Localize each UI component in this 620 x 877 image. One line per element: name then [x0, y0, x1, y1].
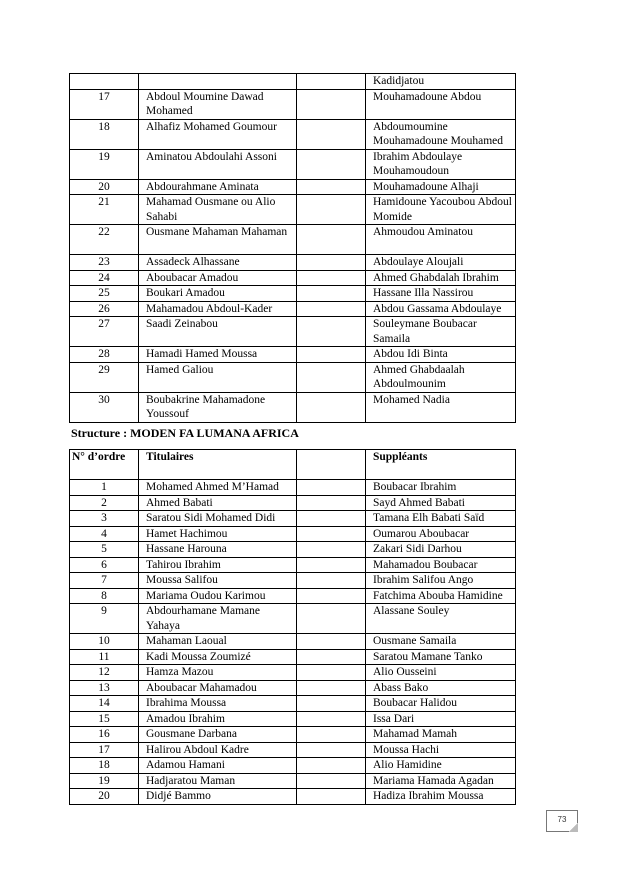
row-number-cell: 17 [70, 89, 139, 119]
empty-cell [297, 119, 366, 149]
suppleant-cell: Ousmane Samaila [366, 634, 516, 650]
table-row [70, 225, 516, 255]
row-number-cell: 15 [70, 711, 139, 727]
titulaire-cell: Aboubacar Mahamadou [139, 680, 297, 696]
row-number-cell: 27 [70, 317, 139, 347]
titulaire-cell: Gousmane Darbana [139, 727, 297, 743]
row-number-cell: 8 [70, 588, 139, 604]
row-number-cell: 17 [70, 742, 139, 758]
titulaire-cell: Hadjaratou Maman [139, 773, 297, 789]
header-row [70, 450, 516, 480]
candidates-table-body [70, 74, 516, 423]
row-number-cell: 19 [70, 773, 139, 789]
table-header [70, 450, 516, 480]
suppleant-cell: Hadiza Ibrahim Moussa [366, 789, 516, 805]
row-number-cell: 4 [70, 526, 139, 542]
suppleant-cell: Mahamadou Boubacar [366, 557, 516, 573]
table-row [70, 270, 516, 286]
table-row [70, 789, 516, 805]
candidates-table-continued [69, 73, 516, 423]
row-number-cell: 14 [70, 696, 139, 712]
table-row [70, 526, 516, 542]
table-row [70, 542, 516, 558]
moden-table-body [70, 480, 516, 805]
empty-cell [297, 665, 366, 681]
header-empty [297, 450, 366, 480]
empty-cell [297, 301, 366, 317]
empty-cell [297, 680, 366, 696]
empty-cell [297, 89, 366, 119]
titulaire-cell: Amadou Ibrahim [139, 711, 297, 727]
row-number-cell: 18 [70, 758, 139, 774]
table-row [70, 89, 516, 119]
empty-cell [297, 588, 366, 604]
titulaire-cell: Mahaman Laoual [139, 634, 297, 650]
suppleant-cell: Tamana Elh Babati Saïd [366, 511, 516, 527]
table-row [70, 347, 516, 363]
suppleant-cell: Kadidjatou [366, 74, 516, 90]
table-row [70, 634, 516, 650]
suppleant-cell: Alio Hamidine [366, 758, 516, 774]
suppleant-cell: Sayd Ahmed Babati [366, 495, 516, 511]
table-row [70, 255, 516, 271]
empty-cell [297, 480, 366, 496]
table-row [70, 742, 516, 758]
titulaire-cell: Mohamed Ahmed M’Hamad [139, 480, 297, 496]
empty-cell [297, 195, 366, 225]
row-number-cell: 25 [70, 286, 139, 302]
row-number-cell: 19 [70, 149, 139, 179]
empty-cell [297, 347, 366, 363]
row-number-cell: 12 [70, 665, 139, 681]
empty-cell [297, 511, 366, 527]
page-number-box [546, 810, 578, 832]
suppleant-cell: Abdoulaye Aloujali [366, 255, 516, 271]
empty-cell [297, 773, 366, 789]
table-row [70, 392, 516, 422]
table-row [70, 696, 516, 712]
suppleant-cell: Mouhamadoune Alhaji [366, 179, 516, 195]
table-row [70, 773, 516, 789]
titulaire-cell: Assadeck Alhassane [139, 255, 297, 271]
suppleant-cell: Boubacar Halidou [366, 696, 516, 712]
table-row [70, 149, 516, 179]
empty-cell [297, 149, 366, 179]
suppleant-cell: Ahmed Ghabdalah Ibrahim [366, 270, 516, 286]
titulaire-cell: Mahamadou Abdoul-Kader [139, 301, 297, 317]
table-row [70, 680, 516, 696]
suppleant-cell: Mouhamadoune Abdou [366, 89, 516, 119]
table-row [70, 179, 516, 195]
table-row [70, 317, 516, 347]
row-number-cell: 30 [70, 392, 139, 422]
titulaire-cell: Boukari Amadou [139, 286, 297, 302]
titulaire-cell: Abdourhamane Mamane Yahaya [139, 604, 297, 634]
row-number-cell: 28 [70, 347, 139, 363]
titulaire-cell: Ibrahima Moussa [139, 696, 297, 712]
titulaire-cell: Kadi Moussa Zoumizé [139, 649, 297, 665]
titulaire-cell: Alhafiz Mohamed Goumour [139, 119, 297, 149]
suppleant-cell: Abdou Gassama Abdoulaye [366, 301, 516, 317]
titulaire-cell: Mariama Oudou Karimou [139, 588, 297, 604]
table-row [70, 588, 516, 604]
row-number-cell: 11 [70, 649, 139, 665]
row-number-cell: 1 [70, 480, 139, 496]
empty-cell [297, 742, 366, 758]
titulaire-cell: Aboubacar Amadou [139, 270, 297, 286]
empty-cell [297, 526, 366, 542]
row-number-cell: 2 [70, 495, 139, 511]
suppleant-cell: Zakari Sidi Darhou [366, 542, 516, 558]
table-row [70, 495, 516, 511]
row-number-cell: 7 [70, 573, 139, 589]
titulaire-cell: Saadi Zeinabou [139, 317, 297, 347]
titulaire-cell: Hamet Hachimou [139, 526, 297, 542]
empty-cell [297, 392, 366, 422]
empty-cell [297, 74, 366, 90]
titulaire-cell: Tahirou Ibrahim [139, 557, 297, 573]
empty-cell [297, 270, 366, 286]
suppleant-cell: Mahamad Mamah [366, 727, 516, 743]
row-number-cell: 6 [70, 557, 139, 573]
suppleant-cell: Hassane Illa Nassirou [366, 286, 516, 302]
table-row [70, 665, 516, 681]
titulaire-cell: Aminatou Abdoulahi Assoni [139, 149, 297, 179]
row-number-cell: 13 [70, 680, 139, 696]
suppleant-cell: Oumarou Aboubacar [366, 526, 516, 542]
suppleant-cell: Issa Dari [366, 711, 516, 727]
titulaire-cell: Hamza Mazou [139, 665, 297, 681]
empty-cell [297, 317, 366, 347]
empty-cell [297, 789, 366, 805]
row-number-cell: 5 [70, 542, 139, 558]
table-row [70, 758, 516, 774]
header-titulaires: Titulaires [139, 450, 297, 480]
row-number-cell: 16 [70, 727, 139, 743]
page-number: 73 [557, 815, 567, 824]
suppleant-cell: Fatchima Abouba Hamidine [366, 588, 516, 604]
table-row [70, 480, 516, 496]
titulaire-cell: Moussa Salifou [139, 573, 297, 589]
table-row [70, 573, 516, 589]
empty-cell [297, 727, 366, 743]
empty-cell [297, 573, 366, 589]
empty-cell [297, 604, 366, 634]
titulaire-cell: Hamadi Hamed Moussa [139, 347, 297, 363]
suppleant-cell: Hamidoune Yacoubou Abdoul Momide [366, 195, 516, 225]
titulaire-cell: Ousmane Mahaman Mahaman [139, 225, 297, 255]
suppleant-cell: Abdou Idi Binta [366, 347, 516, 363]
empty-cell [297, 696, 366, 712]
suppleant-cell: Souleymane Boubacar Samaila [366, 317, 516, 347]
empty-cell [297, 542, 366, 558]
titulaire-cell: Boubakrine Mahamadone Youssouf [139, 392, 297, 422]
table-row [70, 727, 516, 743]
titulaire-cell: Saratou Sidi Mohamed Didi [139, 511, 297, 527]
table-row [70, 604, 516, 634]
table-row [70, 301, 516, 317]
empty-cell [297, 179, 366, 195]
row-number-cell: 3 [70, 511, 139, 527]
suppleant-cell: Ibrahim Salifou Ango [366, 573, 516, 589]
row-number-cell: 10 [70, 634, 139, 650]
titulaire-cell: Hamed Galiou [139, 362, 297, 392]
empty-cell [297, 634, 366, 650]
row-number-cell: 23 [70, 255, 139, 271]
empty-cell [297, 495, 366, 511]
table-row [70, 649, 516, 665]
empty-cell [297, 711, 366, 727]
empty-cell [297, 255, 366, 271]
empty-cell [297, 758, 366, 774]
table-row [70, 557, 516, 573]
suppleant-cell: Mariama Hamada Agadan [366, 773, 516, 789]
empty-cell [297, 225, 366, 255]
row-number-cell: 20 [70, 789, 139, 805]
table-row [70, 511, 516, 527]
suppleant-cell: Alassane Souley [366, 604, 516, 634]
titulaire-cell: Halirou Abdoul Kadre [139, 742, 297, 758]
suppleant-cell: Ahmoudou Aminatou [366, 225, 516, 255]
empty-cell [297, 557, 366, 573]
titulaire-cell: Abdoul Moumine Dawad Mohamed [139, 89, 297, 119]
table-row [70, 362, 516, 392]
row-number-cell: 9 [70, 604, 139, 634]
titulaire-cell: Adamou Hamani [139, 758, 297, 774]
suppleant-cell: Ahmed Ghabdaalah Abdoulmounim [366, 362, 516, 392]
header-num: N° d’ordre [70, 450, 139, 480]
row-number-cell [70, 74, 139, 90]
row-number-cell: 26 [70, 301, 139, 317]
row-number-cell: 20 [70, 179, 139, 195]
table-row [70, 119, 516, 149]
table-row [70, 711, 516, 727]
row-number-cell: 29 [70, 362, 139, 392]
empty-cell [297, 362, 366, 392]
suppleant-cell: Boubacar Ibrahim [366, 480, 516, 496]
suppleant-cell: Moussa Hachi [366, 742, 516, 758]
table-row [70, 195, 516, 225]
titulaire-cell: Hassane Harouna [139, 542, 297, 558]
titulaire-cell [139, 74, 297, 90]
row-number-cell: 22 [70, 225, 139, 255]
suppleant-cell: Alio Ousseini [366, 665, 516, 681]
row-number-cell: 18 [70, 119, 139, 149]
header-suppleants: Suppléants [366, 450, 516, 480]
suppleant-cell: Saratou Mamane Tanko [366, 649, 516, 665]
row-number-cell: 21 [70, 195, 139, 225]
moden-fa-lumana-table [69, 449, 516, 805]
suppleant-cell: Mohamed Nadia [366, 392, 516, 422]
suppleant-cell: Ibrahim Abdoulaye Mouhamoudoun [366, 149, 516, 179]
titulaire-cell: Ahmed Babati [139, 495, 297, 511]
titulaire-cell: Mahamad Ousmane ou Alio Sahabi [139, 195, 297, 225]
empty-cell [297, 286, 366, 302]
empty-cell [297, 649, 366, 665]
titulaire-cell: Abdourahmane Aminata [139, 179, 297, 195]
table-row [70, 74, 516, 90]
structure-heading: Structure : MODEN FA LUMANA AFRICA [71, 426, 299, 440]
row-number-cell: 24 [70, 270, 139, 286]
suppleant-cell: Abdoumoumine Mouhamadoune Mouhamed [366, 119, 516, 149]
titulaire-cell: Didjé Bammo [139, 789, 297, 805]
table-row [70, 286, 516, 302]
suppleant-cell: Abass Bako [366, 680, 516, 696]
